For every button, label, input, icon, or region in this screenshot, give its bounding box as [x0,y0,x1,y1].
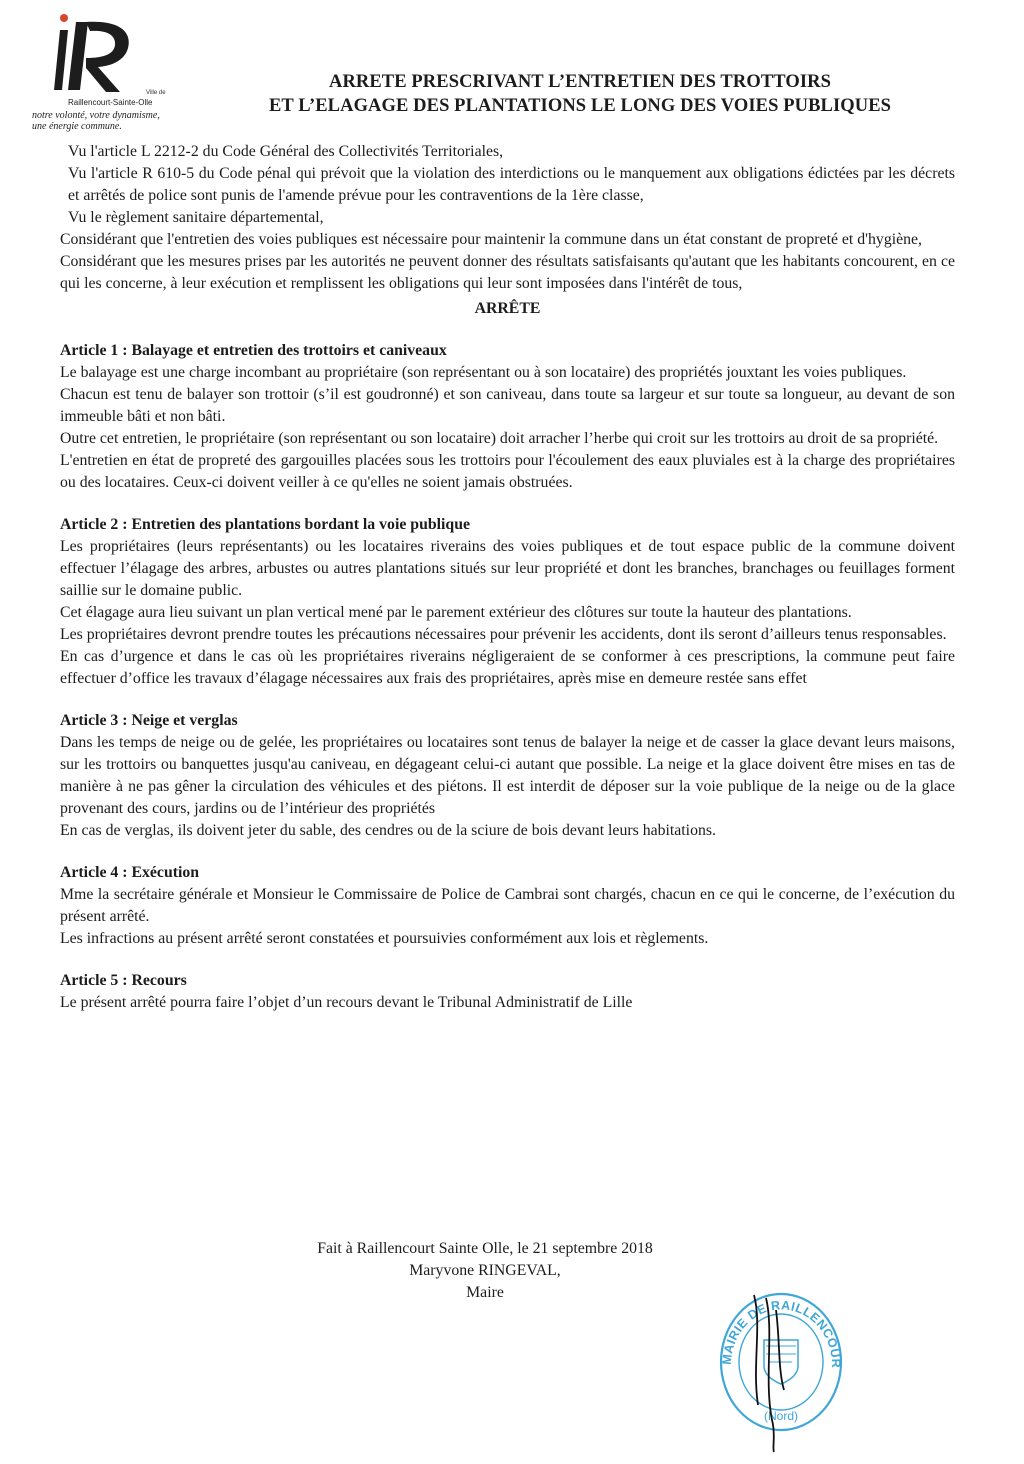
article-paragraph: Dans les temps de neige ou de gelée, les propriétaires ou locataires sont tenus de balayer la neige et de casser la glace devant leurs maisons, sur les trottoirs ou banquettes jusqu'au caniveau, en dégageant celui-ci autant que possible. La neige et la glace doivent être mises en tas de manière à ne pas gêner la circulation des véhicules et des piétons. Il est interdit de déposer sur la voie publique de la neige ou de la glace provenant des cours, jardins ou de l’intérieur des propriétés [60,734,955,817]
article-paragraph: Les infractions au présent arrêté seront constatées et poursuivies conformément aux lois et règlements. [60,930,709,947]
preamble-item: Vu le règlement sanitaire départemental, [68,209,324,226]
article-paragraph: Outre cet entretien, le propriétaire (son représentant ou son locataire) doit arracher l’herbe qui croit sur les trottoirs au droit de sa propriété. [60,430,939,447]
stamp-seal-icon [714,1270,849,1455]
preamble-item: Vu l'article L 2212-2 du Code Général des Collectivités Territoriales, [68,143,504,160]
article-paragraph: Cet élagage aura lieu suivant un plan vertical mené par le parement extérieur des clôtures sur toute la hauteur des plantations. [60,604,852,621]
article-paragraph: Les propriétaires (leurs représentants) ou les locataires riverains des voies publiques et de tout espace public de la commune doivent effectuer l’élagage des arbres, arbustes ou autres plantations situés sur leur propriété et dont les branches, branchages ou feuillages forment saillie sur le domaine public. [60,538,955,599]
article-5 [60,970,955,1014]
logo-slogan-line: notre volonté, votre dynamisme, [32,110,160,121]
article-title: Article 5 : Recours [60,972,187,989]
signature-place-date: Fait à Raillencourt Sainte Olle, le 21 septembre 2018 [317,1240,653,1257]
article-2 [60,514,955,690]
article-paragraph: En cas d’urgence et dans le cas où les propriétaires riverains négligeraient de se conformer à ces prescriptions, la commune peut faire effectuer d’office les travaux d’élagage nécessaires aux frais des propriétaires, après mise en demeure restée sans effet [60,648,955,687]
signature-block [270,1238,700,1304]
logo-town-name: Raillencourt-Sainte-Olle [68,98,153,107]
signature-role: Maire [466,1284,504,1301]
article-title: Article 1 : Balayage et entretien des trottoirs et caniveaux [60,342,447,359]
logo-slogan-line: une énergie commune. [32,121,122,132]
article-paragraph: Le présent arrêté pourra faire l’objet d’un recours devant le Tribunal Administratif de Lille [60,994,633,1011]
article-paragraph: Le balayage est une charge incombant au propriétaire (son représentant ou à son locataire) des propriétés jouxtant les voies publiques. [60,364,907,381]
preamble-item: Considérant que les mesures prises par les autorités ne peuvent donner des résultats satisfaisants qu'autant que les habitants concourent, en ce qui les concerne, à leur exécution et remplissent les obligations qui leur sont imposées dans l'intérêt de tous, [60,253,955,292]
title-line-2: ET L’ELAGAGE DES PLANTATIONS LE LONG DES VOIES PUBLIQUES [268,96,892,116]
town-logo [28,12,198,132]
article-paragraph: Les propriétaires devront prendre toutes les précautions nécessaires pour prévenir les accidents, dont ils seront d’ailleurs tenus responsables. [60,626,947,643]
preamble-item: Considérant que l'entretien des voies publiques est nécessaire pour maintenir la commune dans un état constant de propreté et d'hygiène, [60,231,922,248]
decree-heading: ARRÊTE [474,300,541,317]
logo-slogan [32,110,212,132]
signature-name: Maryvone RINGEVAL, [409,1262,561,1279]
article-3 [60,710,955,842]
document-title [220,70,940,118]
preamble [60,141,955,295]
stamp-text: MAIRIE DE RAILLENCOUR [719,1298,844,1369]
article-paragraph: Chacun est tenu de balayer son trottoir (s’il est goudronné) et son caniveau, dans toute sa largeur et sur toute sa longueur, au devant de son immeuble bâti et non bâti. [60,386,955,425]
article-title: Article 3 : Neige et verglas [60,712,238,729]
article-paragraph: En cas de verglas, ils doivent jeter du sable, des cendres ou de la sciure de bois devant leurs habitations. [60,822,716,839]
stamp-bottom-text: (Nord) [763,1409,799,1423]
article-1 [60,340,955,494]
logo-ville-label: Ville de [146,90,166,96]
article-title: Article 4 : Exécution [60,864,200,881]
town-logo-mark [50,12,150,97]
official-stamp [714,1270,849,1455]
title-line-1: ARRETE PRESCRIVANT L’ENTRETIEN DES TROTTOIRS [328,72,831,92]
article-paragraph: Mme la secrétaire générale et Monsieur le Commissaire de Police de Cambrai sont chargés, chacun en ce qui le concerne, de l’exécution du présent arrêté. [60,886,955,925]
article-4 [60,862,955,950]
article-title: Article 2 : Entretien des plantations bordant la voie publique [60,516,471,533]
preamble-item: Vu l'article R 610-5 du Code pénal qui prévoit que la violation des interdictions ou le manquement aux obligations édictées par les décrets et arrêtés de police sont punis de l'amende prévue pour les contraventions de la 1ère classe, [68,165,955,204]
article-paragraph: L'entretien en état de propreté des gargouilles placées sous les trottoirs pour l'écoulement des eaux pluviales est à la charge des propriétaires ou des locataires. Ceux-ci doivent veiller à ce qu'elles ne soient jamais obstruées. [60,452,955,491]
document-body [60,141,955,1014]
